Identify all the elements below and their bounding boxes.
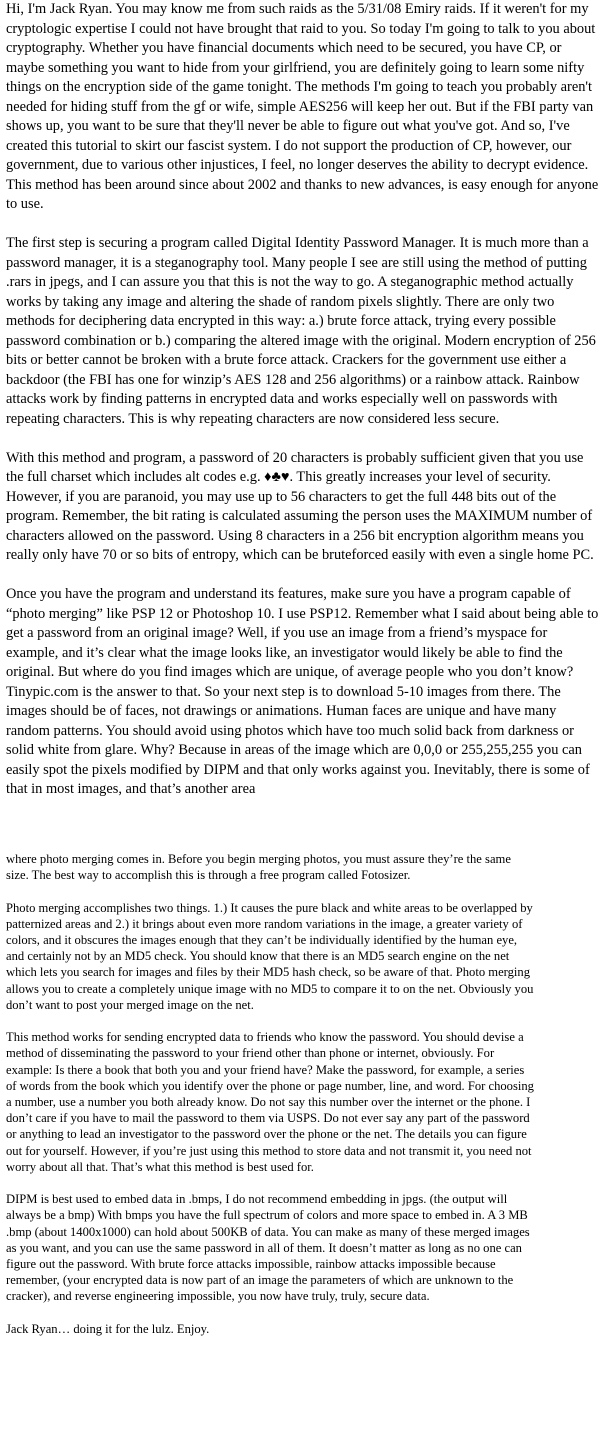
- intro-paragraph: Hi, I'm Jack Ryan. You may know me from such raids as the 5/31/08 Emiry raids. If it weren't for my cryptologic expertise I could not have brought that raid to you. So today I'm going to talk to you about cryptography. Whether you have financial documents which need to be secured, you have CP, or maybe something you want to hide from your girlfriend, you are definitely going to learn some nifty things on the encryption side of the game tonight. The methods I'm going to teach you probably aren't needed for hiding stuff from the gf or wife, simple AES256 will keep her out. But if the FBI party van shows up, you want to be sure that they'll never be able to figure out what you've got. And so, I've created this tutorial to skirt our fascist system. I do not support the production of CP, however, our government, due to various other injustices, I feel, no longer deserves the ability to decrypt evidence. This method has been around since about 2002 and thanks to new advances, is easy enough for anyone to use.: [6, 1, 599, 212]
- signoff-line: Jack Ryan… doing it for the lulz. Enjoy.: [6, 1321, 210, 1336]
- password-length-paragraph: With this method and program, a password of 20 characters is probably sufficient given that you use the full charset which includes alt codes e.g. ♦♣♥. This greatly increases your level of security. However, if you are paranoid, you may use up to 56 characters to get the full 448 bits out of the program. Remember, the bit rating is calculated assuming the person uses the MAXIMUM number of characters allowed on the password. Using 8 characters in a 256 bit encryption algorithm means you really only have 70 or so bits of entropy, which can be bruteforced easily with even a single home PC.: [6, 449, 594, 563]
- tutorial-text-part-1: [6, 0, 602, 819]
- steganography-paragraph: The first step is securing a program called Digital Identity Password Manager. It is much more than a password manager, it is a steganography tool. Many people I see are still using the method of putting .rars in jpegs, and I can assure you that this is not the way to go. A steganographic method actually works by taking any image and altering the shade of random pixels slightly. There are only two methods for deciphering data encrypted in this way: a.) brute force attack, trying every possible password combination or b.) comparing the altered image with the original. Modern encryption of 256 bits or better cannot be broken with a brute force attack. Crackers for the government use either a backdoor (the FBI has one for winzip’s AES 128 and 256 algorithms) or a rainbow attack. Rainbow attacks work by finding patterns in encrypted data and works especially well on passwords with repeating characters. This is why repeating characters are now considered less secure.: [6, 235, 596, 427]
- tutorial-text-part-2: [6, 851, 536, 1337]
- fotosizer-paragraph: where photo merging comes in. Before you begin merging photos, you must assure they’re the same size. The best way to accomplish this is through a free program called Fotosizer.: [6, 852, 511, 883]
- bmp-embedding-paragraph: DIPM is best used to embed data in .bmps, I do not recommend embedding in jpgs. (the output will always be a bmp) With bmps you have the full spectrum of colors and more space to embed in. A 3 MB .bmp (about 1400x1000) can hold about 500KB of data. You can make as many of these merged images as you want, and you can use the same password in all of them. It doesn’t matter as long as no one can figure out the password. With brute force attacks impossible, rainbow attacks impossible because remember, (your encrypted data is now part of an image the parameters of which are unknown to the cracker), and reverse engineering impossible, you now have truly, truly, secure data.: [6, 1192, 530, 1304]
- password-sharing-paragraph: This method works for sending encrypted data to friends who know the password. You should devise a method of disseminating the password to your friend other than phone or internet, obviously. For example: Is there a book that both you and your friend have? Make the password, for example, a series of words from the book which you identify over the phone or page number, line, and word. For choosing a number, use a number you both already know. Do not say this number over the internet or the phone. I don’t care if you have to mail the password to them via USPS. Do not ever say any part of the password or anything to lead an investigator to the password over the phone or the net. The details you can figure out for yourself. However, if you’re just using this method to store data and not transmit it, you need not worry about all that. That’s what this method is best used for.: [6, 1030, 534, 1174]
- photo-merging-intro-paragraph: Once you have the program and understand its features, make sure you have a program capable of “photo merging” like PSP 12 or Photoshop 10. I use PSP12. Remember what I said about being able to get a password from an original image? Well, if you use an image from a friend’s myspace for example, and it’s clear what the image looks like, an investigator would likely be able to find the original. But where do you find images which are unique, of average people who you don’t know? Tinypic.com is the answer to that. So your next step is to download 5-10 images from there. The images should be of faces, not drawings or animations. Human faces are unique and have many random patterns. You should avoid using photos which have too much solid back from darkness or solid white from glare. Why? Because in areas of the image which are 0,0,0 or 255,255,255 you can easily spot the pixels modified by DIPM and that only works against you. Inevitably, there is some of that in most images, and that’s another area: [6, 586, 599, 797]
- photo-merging-paragraph: Photo merging accomplishes two things. 1.) It causes the pure black and white areas to be overlapped by patternized areas and 2.) it brings about even more random variations in the image, a greater variety of colors, and it obscures the images enough that they can’t be individually identified by the human eye, and certainly not by an MD5 check. You should know that there is an MD5 search engine on the net which lets you search for images and files by their MD5 hash check, so be aware of that. Photo merging allows you to create a completely unique image with no MD5 to compare it to on the net. Obviously you don’t want to post your merged image on the net.: [6, 900, 534, 1012]
